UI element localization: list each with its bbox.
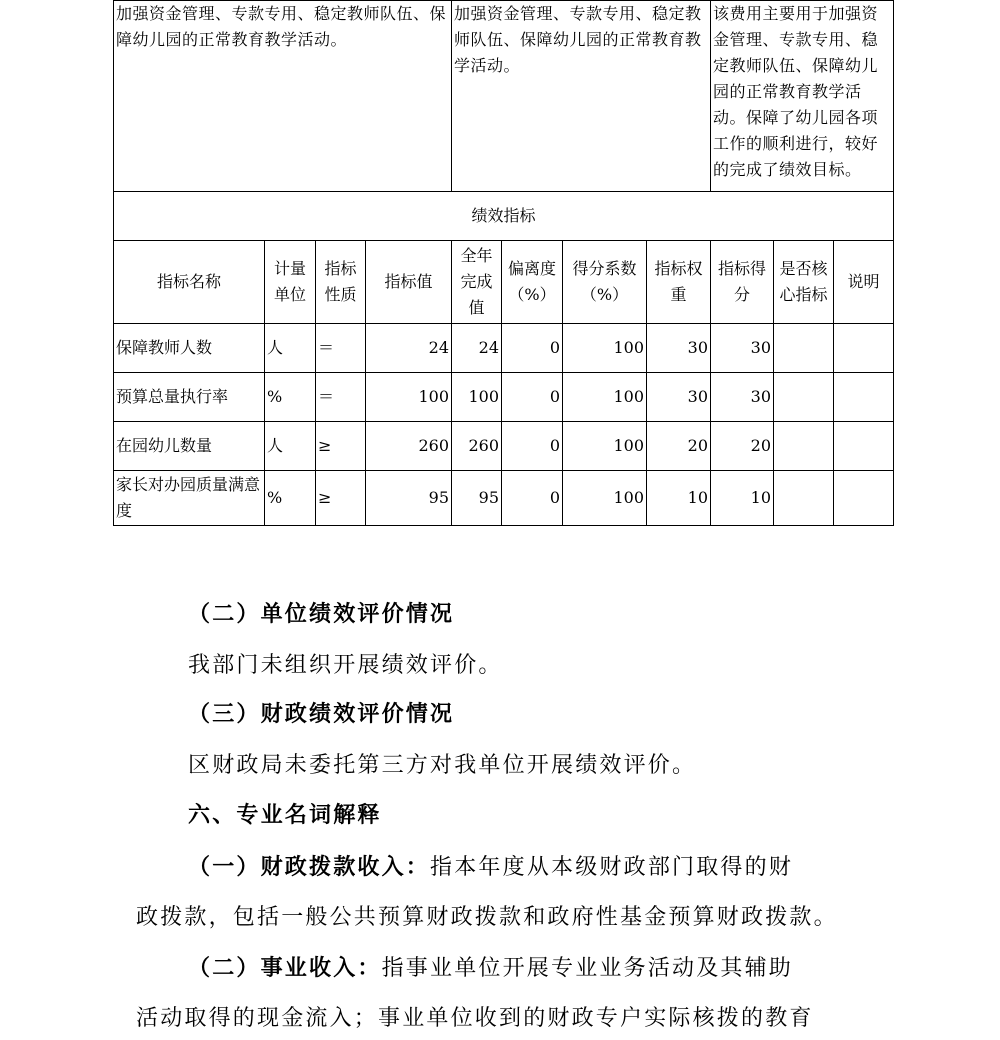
indicator-done: 100 <box>452 373 502 422</box>
indicator-score: 30 <box>711 324 774 373</box>
performance-table <box>113 0 894 526</box>
indicator-score: 10 <box>711 471 774 526</box>
indicator-unit: 人 <box>265 422 316 471</box>
indicator-coefficient: 100 <box>563 471 647 526</box>
definition-continuation: 政拨款，包括一般公共预算财政拨款和政府性基金预算财政拨款。 <box>136 905 838 930</box>
indicator-done: 95 <box>452 471 502 526</box>
indicator-deviation: 0 <box>502 324 563 373</box>
indicator-note <box>834 373 894 422</box>
section-title: 绩效指标 <box>114 192 894 241</box>
header-deviation: 偏离度（%） <box>502 241 563 324</box>
indicator-unit: 人 <box>265 324 316 373</box>
indicator-name: 预算总量执行率 <box>114 373 265 422</box>
heading-unit-evaluation: （二）单位绩效评价情况 <box>188 601 455 627</box>
indicator-core <box>774 471 834 526</box>
goal-description-actual: 加强资金管理、专款专用、稳定教师队伍、保障幼儿园的正常教育教学活动。 <box>452 1 711 192</box>
indicator-score: 30 <box>711 373 774 422</box>
goal-description-plan: 加强资金管理、专款专用、稳定教师队伍、保障幼儿园的正常教育教学活动。 <box>114 1 452 192</box>
indicator-done: 24 <box>452 324 502 373</box>
header-core-indicator: 是否核心指标 <box>774 241 834 324</box>
paragraph-unit-evaluation: 我部门未组织开展绩效评价。 <box>188 653 503 678</box>
indicator-name: 在园幼儿数量 <box>114 422 265 471</box>
indicator-value: 100 <box>366 373 452 422</box>
indicator-note <box>834 471 894 526</box>
indicator-weight: 10 <box>647 471 711 526</box>
indicator-nature: ≥ <box>316 471 366 526</box>
indicator-note <box>834 324 894 373</box>
definition-term: （一）财政拨款收入： <box>188 854 431 880</box>
indicator-note <box>834 422 894 471</box>
header-row <box>114 241 894 324</box>
definition-fiscal-appropriation <box>188 850 793 881</box>
definition-term: （二）事业收入： <box>188 955 382 981</box>
indicator-deviation: 0 <box>502 373 563 422</box>
indicator-coefficient: 100 <box>563 422 647 471</box>
indicator-unit: % <box>265 373 316 422</box>
header-weight: 指标权重 <box>647 241 711 324</box>
header-indicator-name: 指标名称 <box>114 241 265 324</box>
definition-text: 指事业单位开展专业业务活动及其辅助 <box>381 956 794 981</box>
table-row <box>114 324 894 373</box>
header-nature: 指标性质 <box>316 241 366 324</box>
header-annual-completion: 全年完成值 <box>452 241 502 324</box>
indicator-coefficient: 100 <box>563 373 647 422</box>
indicator-nature: ＝ <box>316 324 366 373</box>
indicator-core <box>774 422 834 471</box>
goal-completion-note: 该费用主要用于加强资金管理、专款专用、稳定教师队伍、保障幼儿园的正常教育教学活动。保障了幼儿园各项工作的顺利进行，较好的完成了绩效目标。 <box>711 1 894 192</box>
heading-finance-evaluation: （三）财政绩效评价情况 <box>188 701 455 727</box>
indicator-done: 260 <box>452 422 502 471</box>
header-unit: 计量单位 <box>265 241 316 324</box>
indicator-name: 家长对办园质量满意度 <box>114 471 265 526</box>
indicator-deviation: 0 <box>502 422 563 471</box>
indicator-nature: ≥ <box>316 422 366 471</box>
indicator-value: 95 <box>366 471 452 526</box>
table-row <box>114 422 894 471</box>
header-score: 指标得分 <box>711 241 774 324</box>
indicator-weight: 30 <box>647 324 711 373</box>
header-note: 说明 <box>834 241 894 324</box>
header-score-coefficient: 得分系数（%） <box>563 241 647 324</box>
indicator-score: 20 <box>711 422 774 471</box>
indicator-value: 24 <box>366 324 452 373</box>
indicator-name: 保障教师人数 <box>114 324 265 373</box>
indicator-core <box>774 324 834 373</box>
table-row <box>114 471 894 526</box>
table-row <box>114 373 894 422</box>
indicator-weight: 30 <box>647 373 711 422</box>
paragraph-finance-evaluation: 区财政局未委托第三方对我单位开展绩效评价。 <box>188 753 697 778</box>
definition-continuation: 活动取得的现金流入；事业单位收到的财政专户实际核拨的教育 <box>136 1006 814 1031</box>
indicator-core <box>774 373 834 422</box>
indicator-value: 260 <box>366 422 452 471</box>
heading-glossary: 六、专业名词解释 <box>188 802 382 828</box>
indicator-coefficient: 100 <box>563 324 647 373</box>
indicator-unit: % <box>265 471 316 526</box>
definition-business-income <box>188 951 793 982</box>
header-target-value: 指标值 <box>366 241 452 324</box>
indicator-weight: 20 <box>647 422 711 471</box>
definition-text: 指本年度从本级财政部门取得的财 <box>430 855 794 880</box>
indicator-deviation: 0 <box>502 471 563 526</box>
indicator-nature: ＝ <box>316 373 366 422</box>
